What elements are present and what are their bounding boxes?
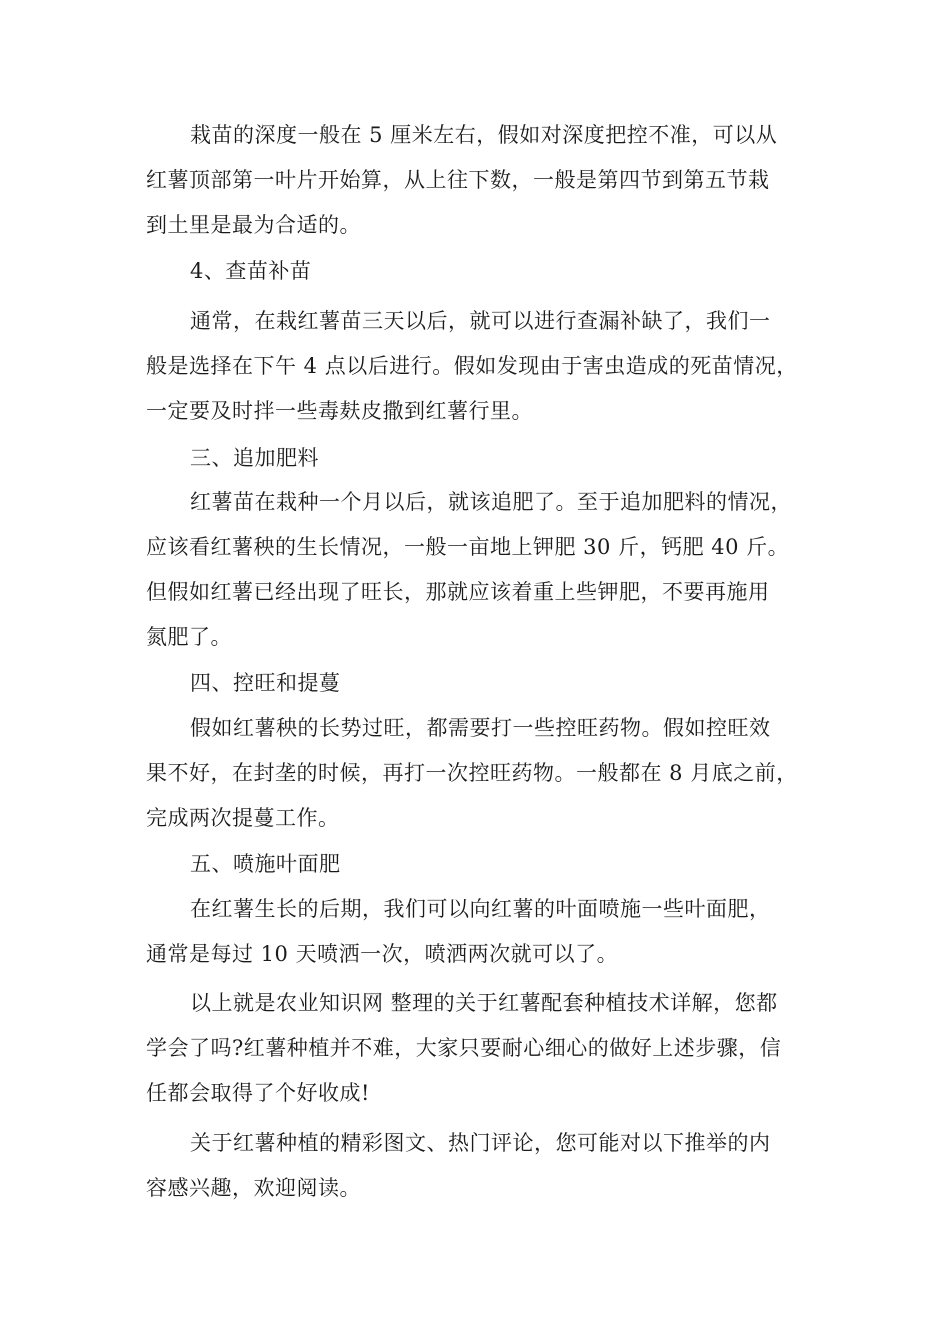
paragraph-planting-depth <box>146 113 822 248</box>
text-line: 但假如红薯已经出现了旺长，那就应该着重上些钾肥，不要再施用 <box>146 580 770 604</box>
text-line: 通常，在栽红薯苗三天以后，就可以进行查漏补缺了，我们一 <box>190 309 771 333</box>
paragraph-summary <box>146 981 822 1116</box>
section-heading: 四、控旺和提蔓 <box>190 671 341 695</box>
text-line: 红薯苗在栽种一个月以后，就该追肥了。至于追加肥料的情况， <box>190 490 792 514</box>
text-line: 氮肥了。 <box>146 625 232 649</box>
text-line: 在红薯生长的后期，我们可以向红薯的叶面喷施一些叶面肥， <box>190 897 771 921</box>
text-line: 到土里是最为合适的。 <box>146 213 361 237</box>
text-line: 假如红薯秧的长势过旺，都需要打一些控旺药物。假如控旺效 <box>190 716 771 740</box>
text-line: 通常是每过 10 天喷洒一次，喷洒两次就可以了。 <box>146 942 619 966</box>
text-line: 以上就是农业知识网 整理的关于红薯配套种植技术详解，您都 <box>190 991 778 1015</box>
text-line: 学会了吗?红薯种植并不难，大家只要耐心细心的做好上述步骤，信 <box>146 1036 782 1060</box>
paragraph-check-seedlings <box>146 299 822 434</box>
text-line: 容感兴趣，欢迎阅读。 <box>146 1176 361 1200</box>
text-line: 栽苗的深度一般在 5 厘米左右，假如对深度把控不准，可以从 <box>190 123 778 147</box>
text-line: 一定要及时拌一些毒麸皮撒到红薯行里。 <box>146 399 533 423</box>
paragraph-control <box>146 706 822 841</box>
section-heading: 三、追加肥料 <box>190 446 319 470</box>
text-line: 应该看红薯秧的生长情况，一般一亩地上钾肥 30 斤，钙肥 40 斤。 <box>146 535 790 559</box>
text-line: 红薯顶部第一叶片开始算，从上往下数，一般是第四节到第五节栽 <box>146 168 770 192</box>
section-heading: 五、喷施叶面肥 <box>190 852 341 876</box>
text-line: 完成两次提蔓工作。 <box>146 806 340 830</box>
paragraph-recommend <box>146 1121 822 1211</box>
text-line: 般是选择在下午 4 点以后进行。假如发现由于害虫造成的死苗情况， <box>146 354 798 378</box>
paragraph-foliar <box>146 887 822 977</box>
text-line: 任都会取得了个好收成! <box>146 1081 370 1105</box>
section-heading: 4、查苗补苗 <box>190 259 312 283</box>
paragraph-fertilizer <box>146 480 822 660</box>
text-line: 果不好，在封垄的时候，再打一次控旺药物。一般都在 8 月底之前， <box>146 761 798 785</box>
text-line: 关于红薯种植的精彩图文、热门评论，您可能对以下推举的内 <box>190 1131 771 1155</box>
